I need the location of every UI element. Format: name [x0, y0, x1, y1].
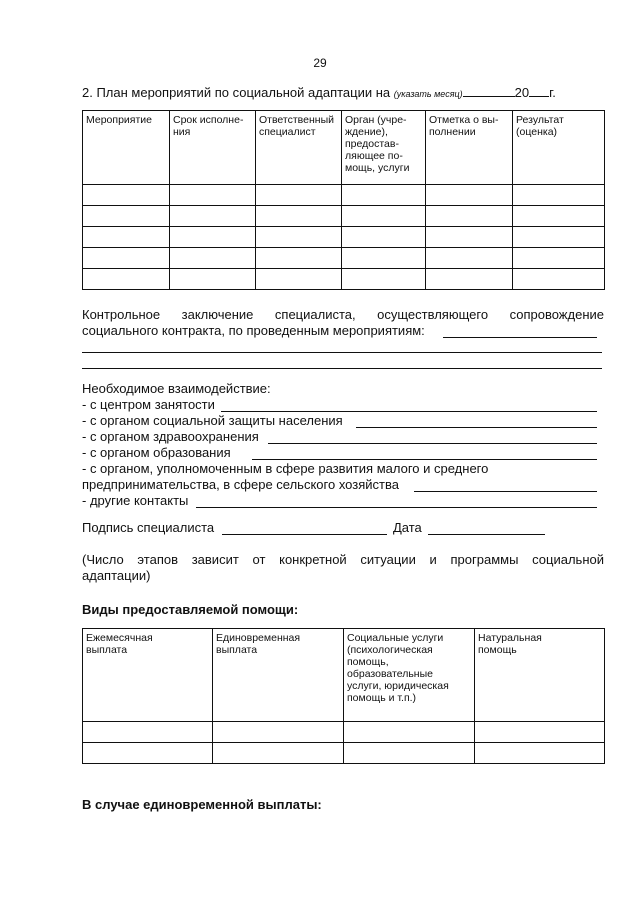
- conclusion-blank-1[interactable]: [443, 337, 597, 338]
- month-hint: (указать месяц): [393, 89, 463, 99]
- assistance-table-cell[interactable]: [344, 743, 475, 764]
- plan-table-cell[interactable]: [170, 269, 256, 290]
- other-blank[interactable]: [196, 507, 597, 508]
- plan-table-row: [83, 206, 605, 227]
- plan-table-row: [83, 185, 605, 206]
- plan-table-cell[interactable]: [256, 269, 342, 290]
- plan-table-header-cell: Отметка о вы- полнении: [426, 111, 513, 185]
- plan-table-cell[interactable]: [256, 248, 342, 269]
- year-suffix: г.: [549, 85, 556, 100]
- plan-table-cell[interactable]: [513, 206, 605, 227]
- signature-blank[interactable]: [222, 534, 387, 535]
- interaction-item-other: - другие контакты: [82, 493, 189, 508]
- plan-table-cell[interactable]: [426, 248, 513, 269]
- employment-blank[interactable]: [221, 411, 597, 412]
- plan-table-cell[interactable]: [342, 185, 426, 206]
- year-prefix: 20: [514, 85, 530, 100]
- plan-table-cell[interactable]: [513, 227, 605, 248]
- plan-title-text: 2. План мероприятий по социальной адаптации на: [82, 85, 391, 100]
- plan-table-header-row: [83, 111, 605, 185]
- plan-table-cell[interactable]: [513, 185, 605, 206]
- plan-table-row: [83, 248, 605, 269]
- assistance-table-cell[interactable]: [83, 722, 213, 743]
- plan-table-cell[interactable]: [170, 206, 256, 227]
- lump-sum-heading: В случае единовременной выплаты:: [82, 797, 322, 812]
- assistance-table-cell[interactable]: [475, 743, 605, 764]
- note-line-2: адаптации): [82, 568, 151, 583]
- conclusion-line-2: социального контракта, по проведенным мероприятиям:: [82, 323, 425, 338]
- assistance-table-cell[interactable]: [213, 743, 344, 764]
- plan-table-cell[interactable]: [342, 206, 426, 227]
- date-label: Дата: [393, 520, 422, 535]
- plan-table-cell[interactable]: [426, 269, 513, 290]
- plan-table-cell[interactable]: [426, 227, 513, 248]
- interaction-heading: Необходимое взаимодействие:: [82, 381, 271, 396]
- signature-label: Подпись специалиста: [82, 520, 215, 535]
- assistance-table-row: [83, 743, 605, 764]
- plan-table-cell[interactable]: [513, 248, 605, 269]
- note-line-1: (Число этапов зависит от конкретной ситуации и программы социальной: [82, 552, 604, 567]
- interaction-item-employment: - с центром занятости: [82, 397, 215, 412]
- assistance-table-cell[interactable]: [83, 743, 213, 764]
- conclusion-blank-3[interactable]: [82, 368, 602, 369]
- plan-table-cell[interactable]: [83, 248, 170, 269]
- entrepreneur-blank[interactable]: [414, 491, 597, 492]
- assistance-table-cell[interactable]: [344, 722, 475, 743]
- health-blank[interactable]: [268, 443, 597, 444]
- assistance-table-header-cell: Социальные услуги (психологическая помощь, образовательные услуги, юридическая помощь и т.п.): [344, 629, 475, 722]
- assistance-table-row: [83, 722, 605, 743]
- plan-table-cell[interactable]: [83, 269, 170, 290]
- assistance-table-header-row: [83, 629, 605, 722]
- assistance-table-cell[interactable]: [475, 722, 605, 743]
- plan-table-cell[interactable]: [83, 185, 170, 206]
- interaction-item-social: - с органом социальной защиты населения: [82, 413, 343, 428]
- month-blank[interactable]: [463, 85, 515, 97]
- assistance-table-header-cell: Ежемесячная выплата: [83, 629, 213, 722]
- page-number: 29: [313, 56, 327, 70]
- plan-table-cell[interactable]: [342, 227, 426, 248]
- plan-table-cell[interactable]: [426, 185, 513, 206]
- year-blank[interactable]: [529, 85, 549, 97]
- plan-table-header-cell: Срок исполне- ния: [170, 111, 256, 185]
- interaction-item-entrepreneur-2: предпринимательства, в сфере сельского хозяйства: [82, 477, 399, 492]
- assistance-heading: Виды предоставляемой помощи:: [82, 602, 299, 617]
- plan-table-cell[interactable]: [426, 206, 513, 227]
- plan-table-row: [83, 227, 605, 248]
- plan-table-cell[interactable]: [256, 206, 342, 227]
- plan-table-cell[interactable]: [256, 227, 342, 248]
- plan-table: [82, 110, 605, 290]
- interaction-item-entrepreneur-1: - с органом, уполномоченным в сфере развития малого и среднего: [82, 461, 489, 476]
- plan-table-row: [83, 269, 605, 290]
- plan-table-cell[interactable]: [170, 227, 256, 248]
- education-blank[interactable]: [252, 459, 597, 460]
- date-blank[interactable]: [428, 534, 545, 535]
- plan-table-cell[interactable]: [170, 185, 256, 206]
- conclusion-line-1: Контрольное заключение специалиста, осуществляющего сопровождение: [82, 307, 604, 322]
- plan-table-cell[interactable]: [83, 227, 170, 248]
- plan-table-header-cell: Орган (учре- ждение), предостав- ляющее по- мощь, услуги: [342, 111, 426, 185]
- assistance-table-header-cell: Единовременная выплата: [213, 629, 344, 722]
- assistance-table-header-cell: Натуральная помощь: [475, 629, 605, 722]
- social-blank[interactable]: [356, 427, 597, 428]
- plan-table-cell[interactable]: [342, 269, 426, 290]
- conclusion-blank-2[interactable]: [82, 352, 602, 353]
- plan-title: [82, 85, 556, 100]
- plan-table-header-cell: Результат (оценка): [513, 111, 605, 185]
- interaction-item-education: - с органом образования: [82, 445, 231, 460]
- plan-table-cell[interactable]: [83, 206, 170, 227]
- assistance-table: [82, 628, 605, 764]
- plan-table-header-cell: Ответственный специалист: [256, 111, 342, 185]
- plan-table-cell[interactable]: [342, 248, 426, 269]
- plan-table-cell[interactable]: [170, 248, 256, 269]
- plan-table-cell[interactable]: [513, 269, 605, 290]
- plan-table-header-cell: Мероприятие: [83, 111, 170, 185]
- interaction-item-health: - с органом здравоохранения: [82, 429, 259, 444]
- assistance-table-cell[interactable]: [213, 722, 344, 743]
- plan-table-cell[interactable]: [256, 185, 342, 206]
